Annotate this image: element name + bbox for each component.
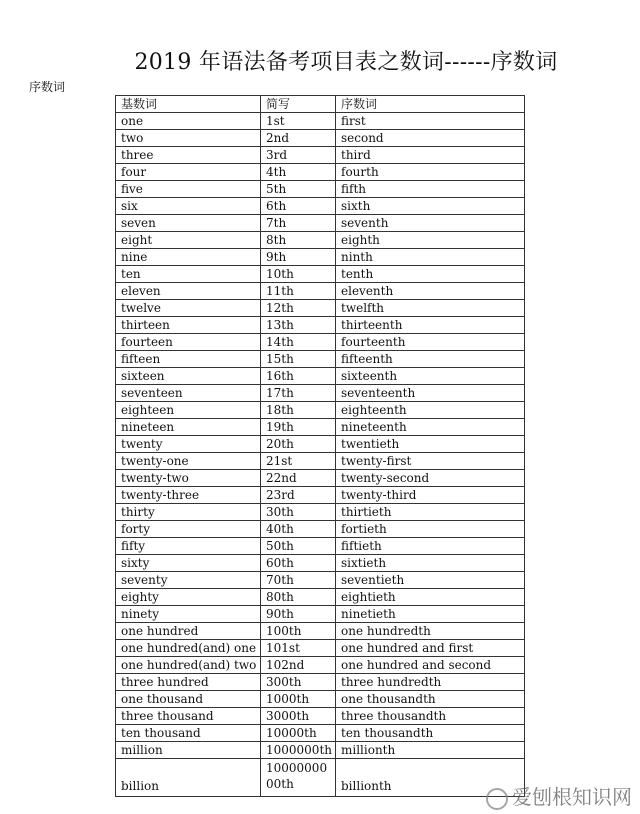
cell-cardinal: twenty-one bbox=[116, 453, 261, 470]
cell-abbreviation: 102nd bbox=[261, 657, 336, 674]
cell-ordinal: first bbox=[336, 113, 525, 130]
table-row bbox=[116, 232, 525, 249]
table-row bbox=[116, 470, 525, 487]
cell-ordinal: ten thousandth bbox=[336, 725, 525, 742]
watermark-logo-icon bbox=[486, 788, 508, 810]
table-row bbox=[116, 589, 525, 606]
cell-ordinal: billionth bbox=[336, 759, 525, 797]
cell-ordinal: sixtieth bbox=[336, 555, 525, 572]
cell-abbreviation: 12th bbox=[261, 300, 336, 317]
cell-abbreviation: 20th bbox=[261, 436, 336, 453]
cell-abbreviation: 16th bbox=[261, 368, 336, 385]
cell-cardinal: ten thousand bbox=[116, 725, 261, 742]
table-row bbox=[116, 164, 525, 181]
header-ordinal: 序数词 bbox=[336, 96, 525, 113]
cell-abbreviation: 14th bbox=[261, 334, 336, 351]
cell-ordinal: one hundred and second bbox=[336, 657, 525, 674]
cell-cardinal: one hundred(and) one bbox=[116, 640, 261, 657]
table-row bbox=[116, 436, 525, 453]
cell-cardinal: eight bbox=[116, 232, 261, 249]
cell-cardinal: seven bbox=[116, 215, 261, 232]
table-row bbox=[116, 249, 525, 266]
cell-ordinal: eleventh bbox=[336, 283, 525, 300]
cell-abbreviation: 19th bbox=[261, 419, 336, 436]
cell-ordinal: tenth bbox=[336, 266, 525, 283]
cell-abbreviation: 22nd bbox=[261, 470, 336, 487]
cell-abbreviation: 10th bbox=[261, 266, 336, 283]
cell-cardinal: million bbox=[116, 742, 261, 759]
cell-cardinal: thirteen bbox=[116, 317, 261, 334]
cell-cardinal: two bbox=[116, 130, 261, 147]
table-row bbox=[116, 283, 525, 300]
cell-cardinal: nineteen bbox=[116, 419, 261, 436]
cell-abbreviation: 8th bbox=[261, 232, 336, 249]
cell-cardinal: sixteen bbox=[116, 368, 261, 385]
cell-abbreviation: 30th bbox=[261, 504, 336, 521]
cell-abbreviation: 15th bbox=[261, 351, 336, 368]
cell-abbreviation: 6th bbox=[261, 198, 336, 215]
cell-ordinal: three hundredth bbox=[336, 674, 525, 691]
table-row bbox=[116, 113, 525, 130]
cell-cardinal: one hundred bbox=[116, 623, 261, 640]
header-abbreviation: 简写 bbox=[261, 96, 336, 113]
cell-ordinal: ninetieth bbox=[336, 606, 525, 623]
cell-ordinal: thirteenth bbox=[336, 317, 525, 334]
cell-abbreviation: 1000000000th bbox=[261, 759, 336, 797]
table-row bbox=[116, 147, 525, 164]
cell-cardinal: ninety bbox=[116, 606, 261, 623]
cell-abbreviation: 60th bbox=[261, 555, 336, 572]
table-row bbox=[116, 521, 525, 538]
table-header-row bbox=[116, 96, 525, 113]
table-row bbox=[116, 198, 525, 215]
cell-abbreviation: 1000th bbox=[261, 691, 336, 708]
cell-abbreviation: 90th bbox=[261, 606, 336, 623]
cell-cardinal: four bbox=[116, 164, 261, 181]
cell-ordinal: eighth bbox=[336, 232, 525, 249]
cell-ordinal: nineteenth bbox=[336, 419, 525, 436]
table-row bbox=[116, 708, 525, 725]
table-row bbox=[116, 759, 525, 797]
cell-cardinal: nine bbox=[116, 249, 261, 266]
cell-cardinal: six bbox=[116, 198, 261, 215]
cell-cardinal: eighteen bbox=[116, 402, 261, 419]
table-row bbox=[116, 742, 525, 759]
cell-abbreviation: 23rd bbox=[261, 487, 336, 504]
cell-abbreviation: 3000th bbox=[261, 708, 336, 725]
cell-cardinal: twelve bbox=[116, 300, 261, 317]
table-row bbox=[116, 657, 525, 674]
cell-cardinal: one thousand bbox=[116, 691, 261, 708]
table-row bbox=[116, 419, 525, 436]
table-row bbox=[116, 453, 525, 470]
cell-ordinal: twenty-second bbox=[336, 470, 525, 487]
cell-cardinal: eighty bbox=[116, 589, 261, 606]
cell-cardinal: one hundred(and) two bbox=[116, 657, 261, 674]
table-row bbox=[116, 368, 525, 385]
cell-abbreviation: 1000000th bbox=[261, 742, 336, 759]
cell-abbreviation: 50th bbox=[261, 538, 336, 555]
cell-abbreviation: 80th bbox=[261, 589, 336, 606]
table-row bbox=[116, 572, 525, 589]
cell-cardinal: three hundred bbox=[116, 674, 261, 691]
table-row bbox=[116, 266, 525, 283]
cell-ordinal: sixth bbox=[336, 198, 525, 215]
cell-abbreviation: 101st bbox=[261, 640, 336, 657]
table-row bbox=[116, 640, 525, 657]
cell-ordinal: sixteenth bbox=[336, 368, 525, 385]
watermark-text: 爱刨根知识网 bbox=[512, 785, 632, 809]
table-row bbox=[116, 334, 525, 351]
cell-cardinal: sixty bbox=[116, 555, 261, 572]
table-row bbox=[116, 487, 525, 504]
cell-abbreviation: 1st bbox=[261, 113, 336, 130]
page-title: 2019 年语法备考项目表之数词------序数词 bbox=[134, 50, 558, 75]
table-row bbox=[116, 317, 525, 334]
table-row bbox=[116, 623, 525, 640]
cell-abbreviation: 3rd bbox=[261, 147, 336, 164]
cell-abbreviation: 100th bbox=[261, 623, 336, 640]
cell-cardinal: three bbox=[116, 147, 261, 164]
cell-abbreviation: 40th bbox=[261, 521, 336, 538]
table-row bbox=[116, 385, 525, 402]
cell-cardinal: ten bbox=[116, 266, 261, 283]
cell-cardinal: billion bbox=[116, 759, 261, 797]
section-label: 序数词 bbox=[29, 80, 66, 94]
cell-ordinal: fortieth bbox=[336, 521, 525, 538]
cell-ordinal: fiftieth bbox=[336, 538, 525, 555]
cell-abbreviation: 17th bbox=[261, 385, 336, 402]
table-row bbox=[116, 300, 525, 317]
cell-abbreviation: 4th bbox=[261, 164, 336, 181]
cell-ordinal: fourth bbox=[336, 164, 525, 181]
table-row bbox=[116, 215, 525, 232]
table-row bbox=[116, 504, 525, 521]
cell-ordinal: ninth bbox=[336, 249, 525, 266]
cell-cardinal: seventy bbox=[116, 572, 261, 589]
cell-abbreviation: 11th bbox=[261, 283, 336, 300]
cell-ordinal: one thousandth bbox=[336, 691, 525, 708]
table-row bbox=[116, 555, 525, 572]
table-row bbox=[116, 130, 525, 147]
cell-ordinal: millionth bbox=[336, 742, 525, 759]
ordinal-numbers-table bbox=[115, 95, 525, 797]
cell-ordinal: seventieth bbox=[336, 572, 525, 589]
cell-ordinal: twenty-third bbox=[336, 487, 525, 504]
cell-cardinal: thirty bbox=[116, 504, 261, 521]
table-row bbox=[116, 725, 525, 742]
cell-abbreviation: 7th bbox=[261, 215, 336, 232]
cell-ordinal: fourteenth bbox=[336, 334, 525, 351]
cell-ordinal: twentieth bbox=[336, 436, 525, 453]
table-row bbox=[116, 181, 525, 198]
cell-ordinal: eightieth bbox=[336, 589, 525, 606]
table-row bbox=[116, 402, 525, 419]
cell-cardinal: twenty-two bbox=[116, 470, 261, 487]
table-row bbox=[116, 538, 525, 555]
cell-cardinal: seventeen bbox=[116, 385, 261, 402]
cell-abbreviation: 70th bbox=[261, 572, 336, 589]
cell-cardinal: twenty-three bbox=[116, 487, 261, 504]
table-row bbox=[116, 691, 525, 708]
cell-ordinal: second bbox=[336, 130, 525, 147]
cell-ordinal: one hundred and first bbox=[336, 640, 525, 657]
cell-abbreviation: 21st bbox=[261, 453, 336, 470]
cell-ordinal: seventeenth bbox=[336, 385, 525, 402]
cell-cardinal: fifteen bbox=[116, 351, 261, 368]
cell-cardinal: twenty bbox=[116, 436, 261, 453]
cell-ordinal: three thousandth bbox=[336, 708, 525, 725]
cell-ordinal: twenty-first bbox=[336, 453, 525, 470]
cell-cardinal: five bbox=[116, 181, 261, 198]
cell-abbreviation: 13th bbox=[261, 317, 336, 334]
cell-ordinal: eighteenth bbox=[336, 402, 525, 419]
cell-cardinal: three thousand bbox=[116, 708, 261, 725]
cell-abbreviation: 5th bbox=[261, 181, 336, 198]
cell-cardinal: one bbox=[116, 113, 261, 130]
cell-ordinal: thirtieth bbox=[336, 504, 525, 521]
cell-ordinal: fifth bbox=[336, 181, 525, 198]
cell-abbreviation: 18th bbox=[261, 402, 336, 419]
table-row bbox=[116, 606, 525, 623]
cell-ordinal: seventh bbox=[336, 215, 525, 232]
cell-abbreviation: 9th bbox=[261, 249, 336, 266]
watermark bbox=[486, 781, 632, 810]
cell-ordinal: third bbox=[336, 147, 525, 164]
cell-cardinal: eleven bbox=[116, 283, 261, 300]
table-row bbox=[116, 674, 525, 691]
header-cardinal: 基数词 bbox=[116, 96, 261, 113]
cell-abbreviation: 10000th bbox=[261, 725, 336, 742]
cell-cardinal: fifty bbox=[116, 538, 261, 555]
table-row bbox=[116, 351, 525, 368]
cell-ordinal: fifteenth bbox=[336, 351, 525, 368]
cell-abbreviation: 2nd bbox=[261, 130, 336, 147]
cell-cardinal: fourteen bbox=[116, 334, 261, 351]
cell-ordinal: twelfth bbox=[336, 300, 525, 317]
cell-abbreviation: 300th bbox=[261, 674, 336, 691]
cell-ordinal: one hundredth bbox=[336, 623, 525, 640]
cell-cardinal: forty bbox=[116, 521, 261, 538]
